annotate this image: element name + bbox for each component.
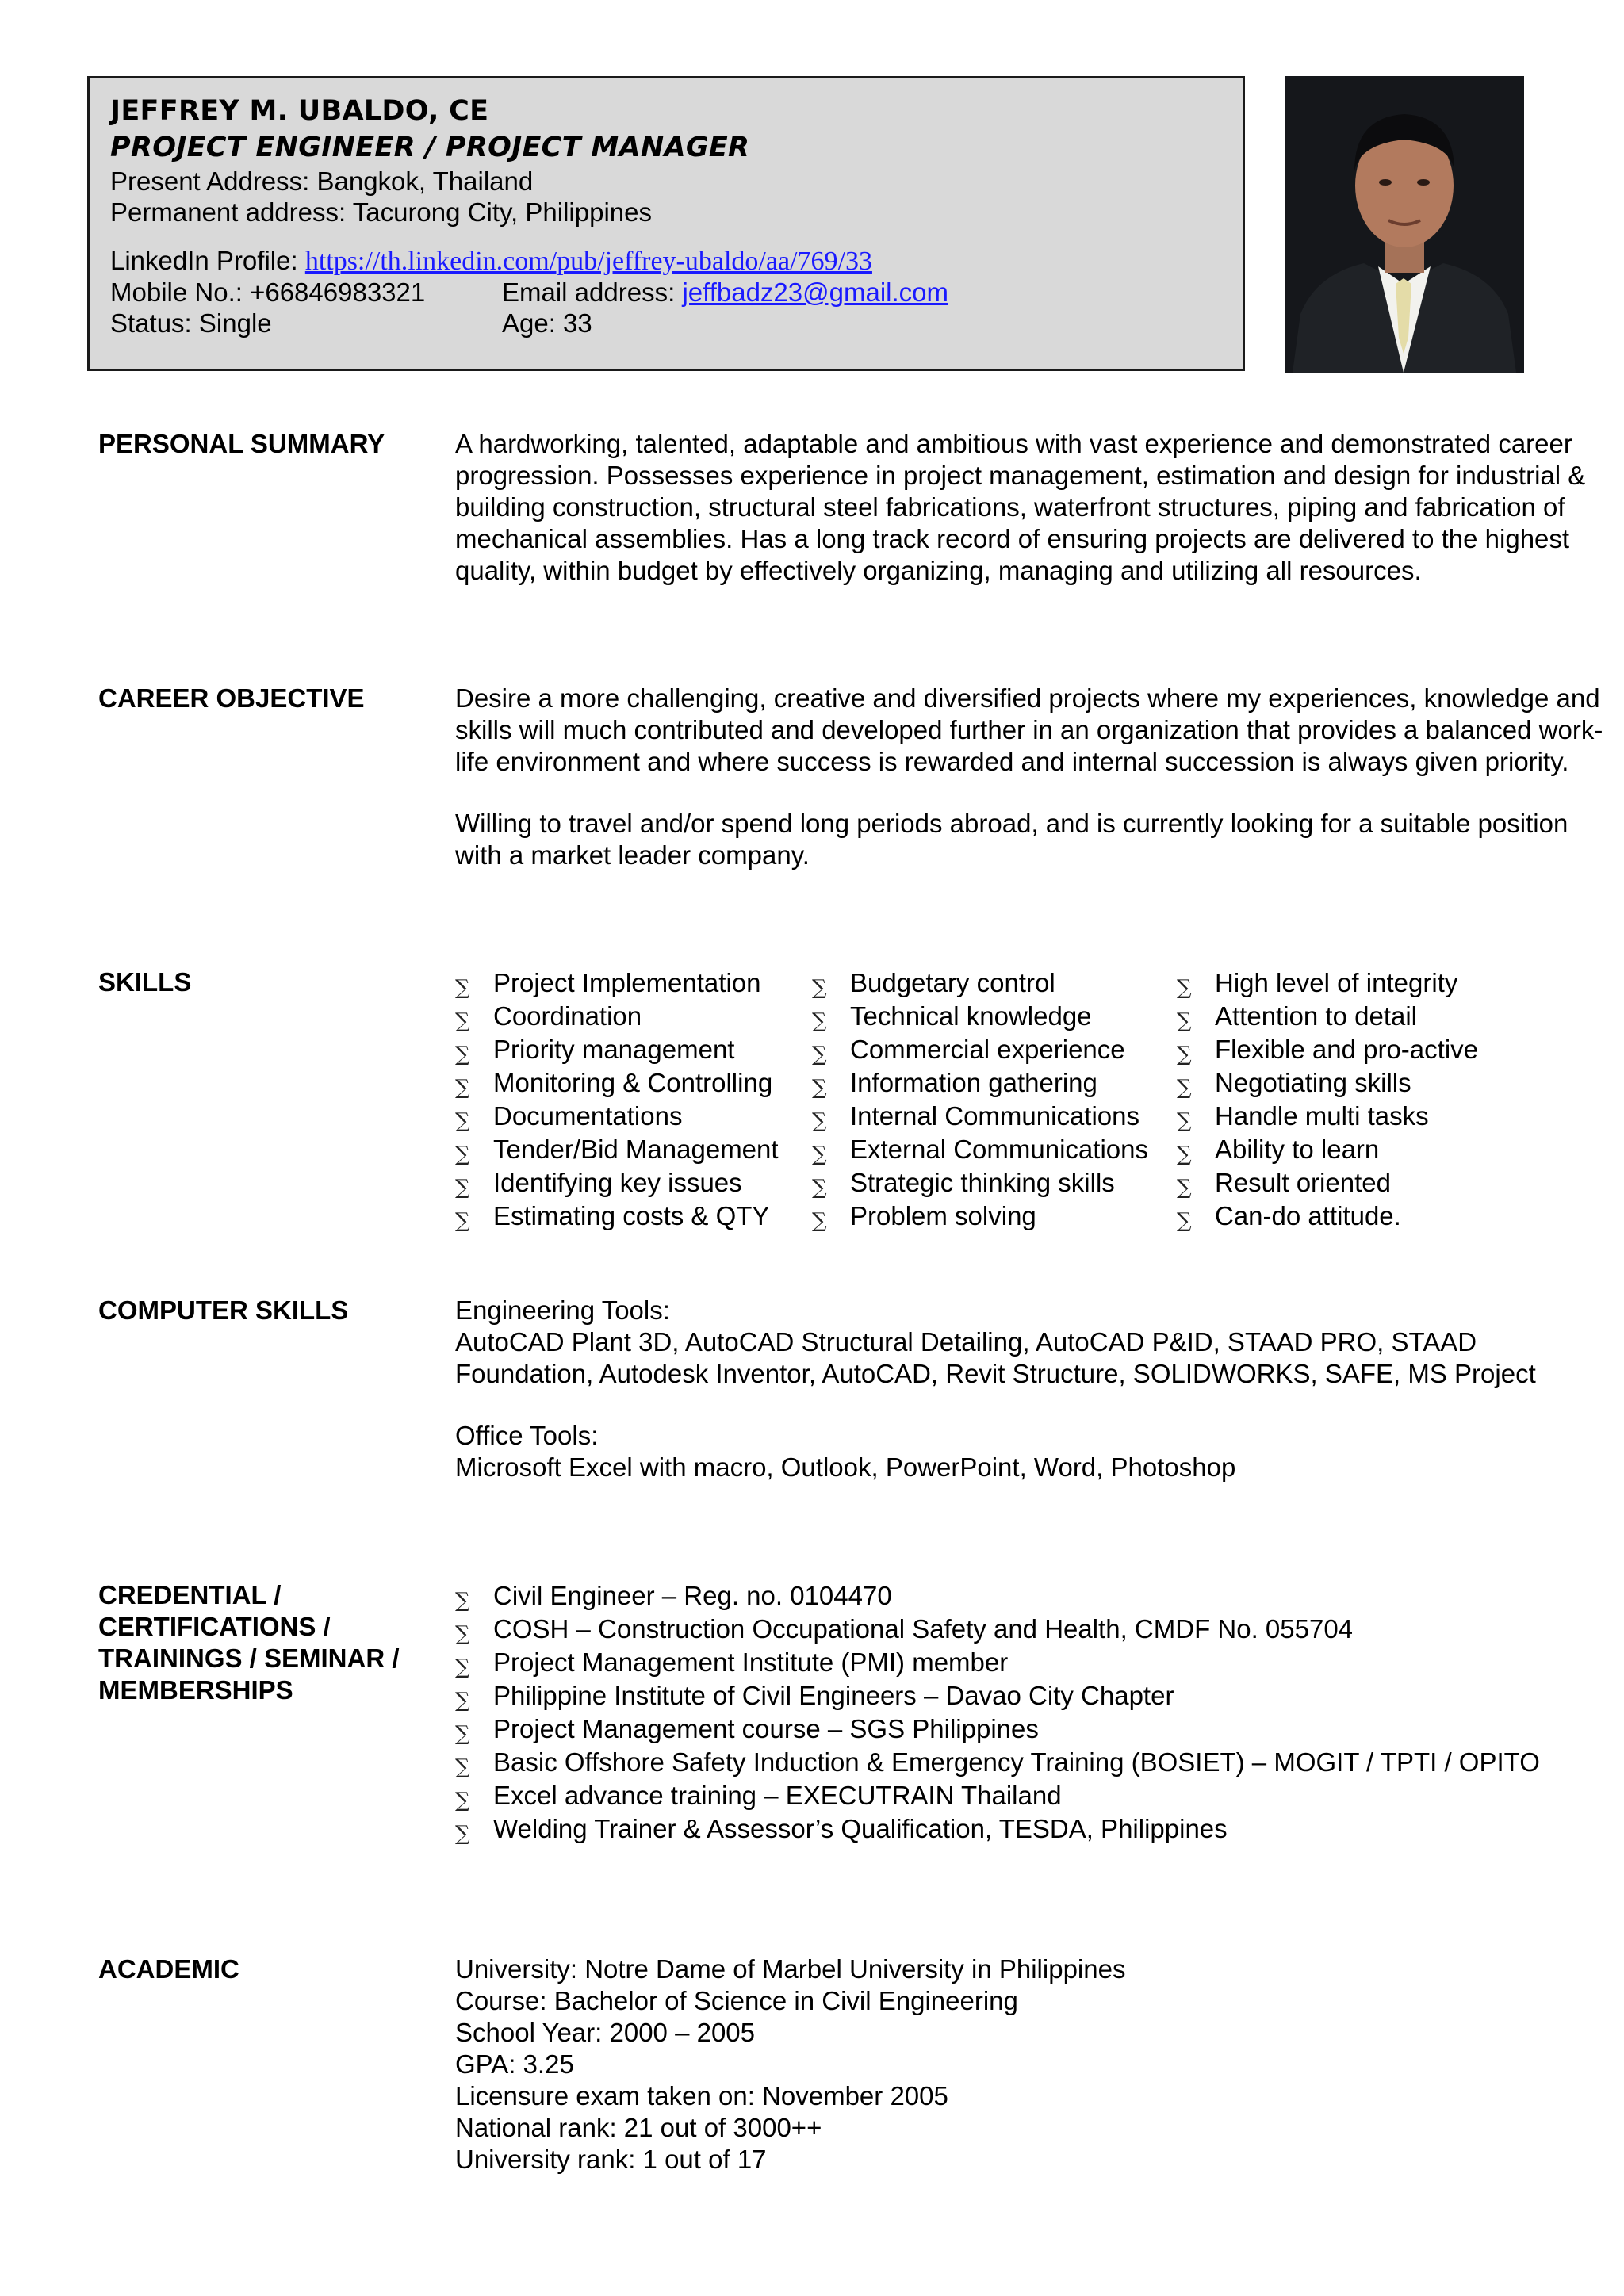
email-line	[502, 277, 948, 308]
list-item	[455, 966, 812, 1000]
list-item	[455, 1066, 812, 1100]
list-item	[812, 1166, 1177, 1200]
list-item-text: Result oriented	[1215, 1168, 1391, 1197]
list-item	[812, 966, 1177, 1000]
list-item	[455, 1579, 1621, 1613]
list-item-text: Flexible and pro-active	[1215, 1035, 1478, 1064]
list-item	[1177, 1000, 1542, 1033]
sigma-bullet-icon: ∑	[455, 976, 470, 1000]
sigma-bullet-icon: ∑	[455, 1009, 470, 1033]
contact-row	[110, 277, 1222, 308]
sigma-bullet-icon: ∑	[1177, 1043, 1192, 1066]
section-label-academic: ACADEMIC	[98, 1954, 239, 1984]
list-item-text: Internal Communications	[850, 1101, 1139, 1131]
list-item	[455, 1000, 812, 1033]
list-item	[1177, 1066, 1542, 1100]
profile-photo	[1285, 76, 1524, 373]
sigma-bullet-icon: ∑	[455, 1689, 470, 1712]
header-box	[87, 76, 1245, 371]
profile-photo-icon	[1285, 76, 1524, 373]
list-item-text: Welding Trainer & Assessor’s Qualification, TESDA, Philippines	[493, 1814, 1228, 1843]
sigma-bullet-icon: ∑	[455, 1109, 470, 1133]
sigma-bullet-icon: ∑	[1177, 1109, 1192, 1133]
sigma-bullet-icon: ∑	[812, 1009, 827, 1033]
marital-status: Status: Single	[110, 308, 272, 338]
skills-column-1	[455, 966, 812, 1233]
list-item-text: Project Implementation	[493, 968, 761, 997]
list-item-text: Negotiating skills	[1215, 1068, 1411, 1097]
academic-details	[455, 1954, 1621, 2175]
list-item-text: Information gathering	[850, 1068, 1097, 1097]
list-item-text: Attention to detail	[1215, 1001, 1418, 1031]
list-item	[455, 1033, 812, 1066]
skills-grid	[455, 966, 1621, 1233]
skills-column-2	[812, 966, 1177, 1233]
sigma-bullet-icon: ∑	[455, 1622, 470, 1646]
sigma-bullet-icon: ∑	[455, 1822, 470, 1846]
list-item-text: Philippine Institute of Civil Engineers – Davao City Chapter	[493, 1681, 1174, 1710]
list-item-text: Civil Engineer – Reg. no. 0104470	[493, 1581, 892, 1610]
email-label: Email address:	[502, 277, 683, 307]
sigma-bullet-icon: ∑	[1177, 1076, 1192, 1100]
list-item	[455, 1712, 1621, 1746]
list-item-text: Monitoring & Controlling	[493, 1068, 773, 1097]
office-tools-list: Microsoft Excel with macro, Outlook, PowerPoint, Word, Photoshop	[455, 1452, 1236, 1482]
sigma-bullet-icon: ∑	[1177, 1209, 1192, 1233]
list-item	[455, 1746, 1621, 1779]
list-item-text: Technical knowledge	[850, 1001, 1092, 1031]
list-item-text: Basic Offshore Safety Induction & Emergency Training (BOSIET) – MOGIT / TPTI / OPITO	[493, 1747, 1540, 1777]
linkedin-link[interactable]: https://th.linkedin.com/pub/jeffrey-ubaldo/aa/769/33	[304, 247, 872, 276]
academic-university: University: Notre Dame of Marbel University in Philippines	[455, 1954, 1126, 1984]
list-item	[455, 1646, 1621, 1679]
sigma-bullet-icon: ∑	[455, 1655, 470, 1679]
academic-licensure-exam: Licensure exam taken on: November 2005	[455, 2081, 948, 2110]
sigma-bullet-icon: ∑	[1177, 1176, 1192, 1200]
list-item	[812, 1100, 1177, 1133]
list-item-text: COSH – Construction Occupational Safety and Health, CMDF No. 055704	[493, 1614, 1354, 1644]
list-item	[455, 1679, 1621, 1712]
list-item	[455, 1613, 1621, 1646]
list-item	[812, 1133, 1177, 1166]
list-item	[1177, 1200, 1542, 1233]
sigma-bullet-icon: ∑	[455, 1789, 470, 1812]
credentials-list	[455, 1579, 1621, 1846]
sigma-bullet-icon: ∑	[812, 1209, 827, 1233]
list-item	[812, 1066, 1177, 1100]
sigma-bullet-icon: ∑	[455, 1722, 470, 1746]
list-item	[455, 1200, 812, 1233]
engineering-tools-list: AutoCAD Plant 3D, AutoCAD Structural Detailing, AutoCAD P&ID, STAAD PRO, STAAD Foundation, Autodesk Inventor, AutoCAD, Revit Structure, SOLIDWORKS, SAFE, MS Project	[455, 1327, 1536, 1388]
credentials-label-line: MEMBERSHIPS	[98, 1675, 293, 1705]
sigma-bullet-icon: ∑	[812, 1043, 827, 1066]
sigma-bullet-icon: ∑	[1177, 976, 1192, 1000]
list-item-text: Ability to learn	[1215, 1135, 1380, 1164]
sigma-bullet-icon: ∑	[812, 1176, 827, 1200]
sigma-bullet-icon: ∑	[455, 1076, 470, 1100]
list-item-text: Handle multi tasks	[1215, 1101, 1429, 1131]
academic-national-rank: National rank: 21 out of 3000++	[455, 2113, 822, 2142]
sigma-bullet-icon: ∑	[812, 1076, 827, 1100]
sigma-bullet-icon: ∑	[455, 1142, 470, 1166]
list-item	[455, 1812, 1621, 1846]
academic-gpa: GPA: 3.25	[455, 2049, 574, 2079]
present-address: Present Address: Bangkok, Thailand	[110, 166, 534, 196]
list-item	[1177, 966, 1542, 1000]
permanent-address: Permanent address: Tacurong City, Philippines	[110, 197, 652, 227]
sigma-bullet-icon: ∑	[1177, 1009, 1192, 1033]
section-label-computer-skills: COMPUTER SKILLS	[98, 1295, 349, 1325]
list-item-text: External Communications	[850, 1135, 1148, 1164]
list-item	[812, 1000, 1177, 1033]
age: Age: 33	[502, 308, 592, 338]
personal-summary-text: A hardworking, talented, adaptable and ambitious with vast experience and demonstrated career progression. Possesses experience in project management, estimation and design for industrial & building construction, structural steel fabrications, waterfront structures, piping and fabrication of mechanical assemblies. Has a long track record of ensuring projects are delivered to the highest quality, within budget by effectively organizing, managing and utilizing all resources.	[455, 429, 1586, 585]
candidate-name: JEFFREY M. UBALDO, CE	[110, 95, 489, 127]
list-item-text: Estimating costs & QTY	[493, 1201, 770, 1230]
list-item-text: Can-do attitude.	[1215, 1201, 1401, 1230]
list-item	[455, 1100, 812, 1133]
list-item-text: Tender/Bid Management	[493, 1135, 779, 1164]
sigma-bullet-icon: ∑	[455, 1209, 470, 1233]
credentials-label-line: TRAININGS / SEMINAR /	[98, 1644, 400, 1673]
list-item-text: Commercial experience	[850, 1035, 1125, 1064]
list-item	[455, 1779, 1621, 1812]
list-item	[1177, 1166, 1542, 1200]
list-item-text: Project Management course – SGS Philippines	[493, 1714, 1039, 1743]
academic-course: Course: Bachelor of Science in Civil Engineering	[455, 1986, 1018, 2015]
list-item	[455, 1133, 812, 1166]
list-item-text: Strategic thinking skills	[850, 1168, 1115, 1197]
candidate-title: PROJECT ENGINEER / PROJECT MANAGER	[110, 132, 750, 163]
academic-university-rank: University rank: 1 out of 17	[455, 2145, 767, 2174]
list-item-text: Identifying key issues	[493, 1168, 742, 1197]
engineering-tools-heading: Engineering Tools:	[455, 1295, 670, 1325]
skills-column-3	[1177, 966, 1542, 1233]
career-objective-paragraph-2: Willing to travel and/or spend long periods abroad, and is currently looking for a suitable position with a market leader company.	[455, 809, 1568, 870]
list-item-text: Coordination	[493, 1001, 642, 1031]
academic-school-year: School Year: 2000 – 2005	[455, 2018, 756, 2047]
list-item	[1177, 1133, 1542, 1166]
section-label-career-objective: CAREER OBJECTIVE	[98, 683, 365, 713]
list-item-text: Excel advance training – EXECUTRAIN Thailand	[493, 1781, 1062, 1810]
linkedin-line	[110, 245, 1222, 277]
list-item-text: Priority management	[493, 1035, 735, 1064]
sigma-bullet-icon: ∑	[455, 1755, 470, 1779]
status-row	[110, 308, 1222, 339]
sigma-bullet-icon: ∑	[455, 1589, 470, 1613]
office-tools-heading: Office Tools:	[455, 1421, 599, 1450]
career-objective-paragraph-1: Desire a more challenging, creative and diversified projects where my experiences, knowledge and skills will much contributed and developed further in an organization that provides a balanced work-life environment and where success is rewarded and internal succession is always given priority.	[455, 683, 1603, 776]
credentials-label-line: CREDENTIAL /	[98, 1580, 282, 1609]
sigma-bullet-icon: ∑	[812, 976, 827, 1000]
sigma-bullet-icon: ∑	[812, 1142, 827, 1166]
sigma-bullet-icon: ∑	[455, 1043, 470, 1066]
list-item	[455, 1166, 812, 1200]
section-label-skills: SKILLS	[98, 967, 192, 997]
section-label-credentials	[98, 1579, 439, 1706]
section-label-personal-summary: PERSONAL SUMMARY	[98, 429, 385, 458]
mobile-number: Mobile No.: +66846983321	[110, 277, 426, 307]
list-item	[812, 1200, 1177, 1233]
list-item	[1177, 1033, 1542, 1066]
list-item-text: Documentations	[493, 1101, 683, 1131]
list-item-text: High level of integrity	[1215, 968, 1458, 997]
list-item-text: Problem solving	[850, 1201, 1036, 1230]
credentials-label-line: CERTIFICATIONS /	[98, 1612, 331, 1641]
list-item	[1177, 1100, 1542, 1133]
sigma-bullet-icon: ∑	[1177, 1142, 1192, 1166]
sigma-bullet-icon: ∑	[812, 1109, 827, 1133]
email-link[interactable]: jeffbadz23@gmail.com	[682, 277, 948, 307]
list-item-text: Project Management Institute (PMI) member	[493, 1647, 1009, 1677]
list-item	[812, 1033, 1177, 1066]
linkedin-label: LinkedIn Profile:	[110, 246, 305, 275]
list-item-text: Budgetary control	[850, 968, 1055, 997]
sigma-bullet-icon: ∑	[455, 1176, 470, 1200]
